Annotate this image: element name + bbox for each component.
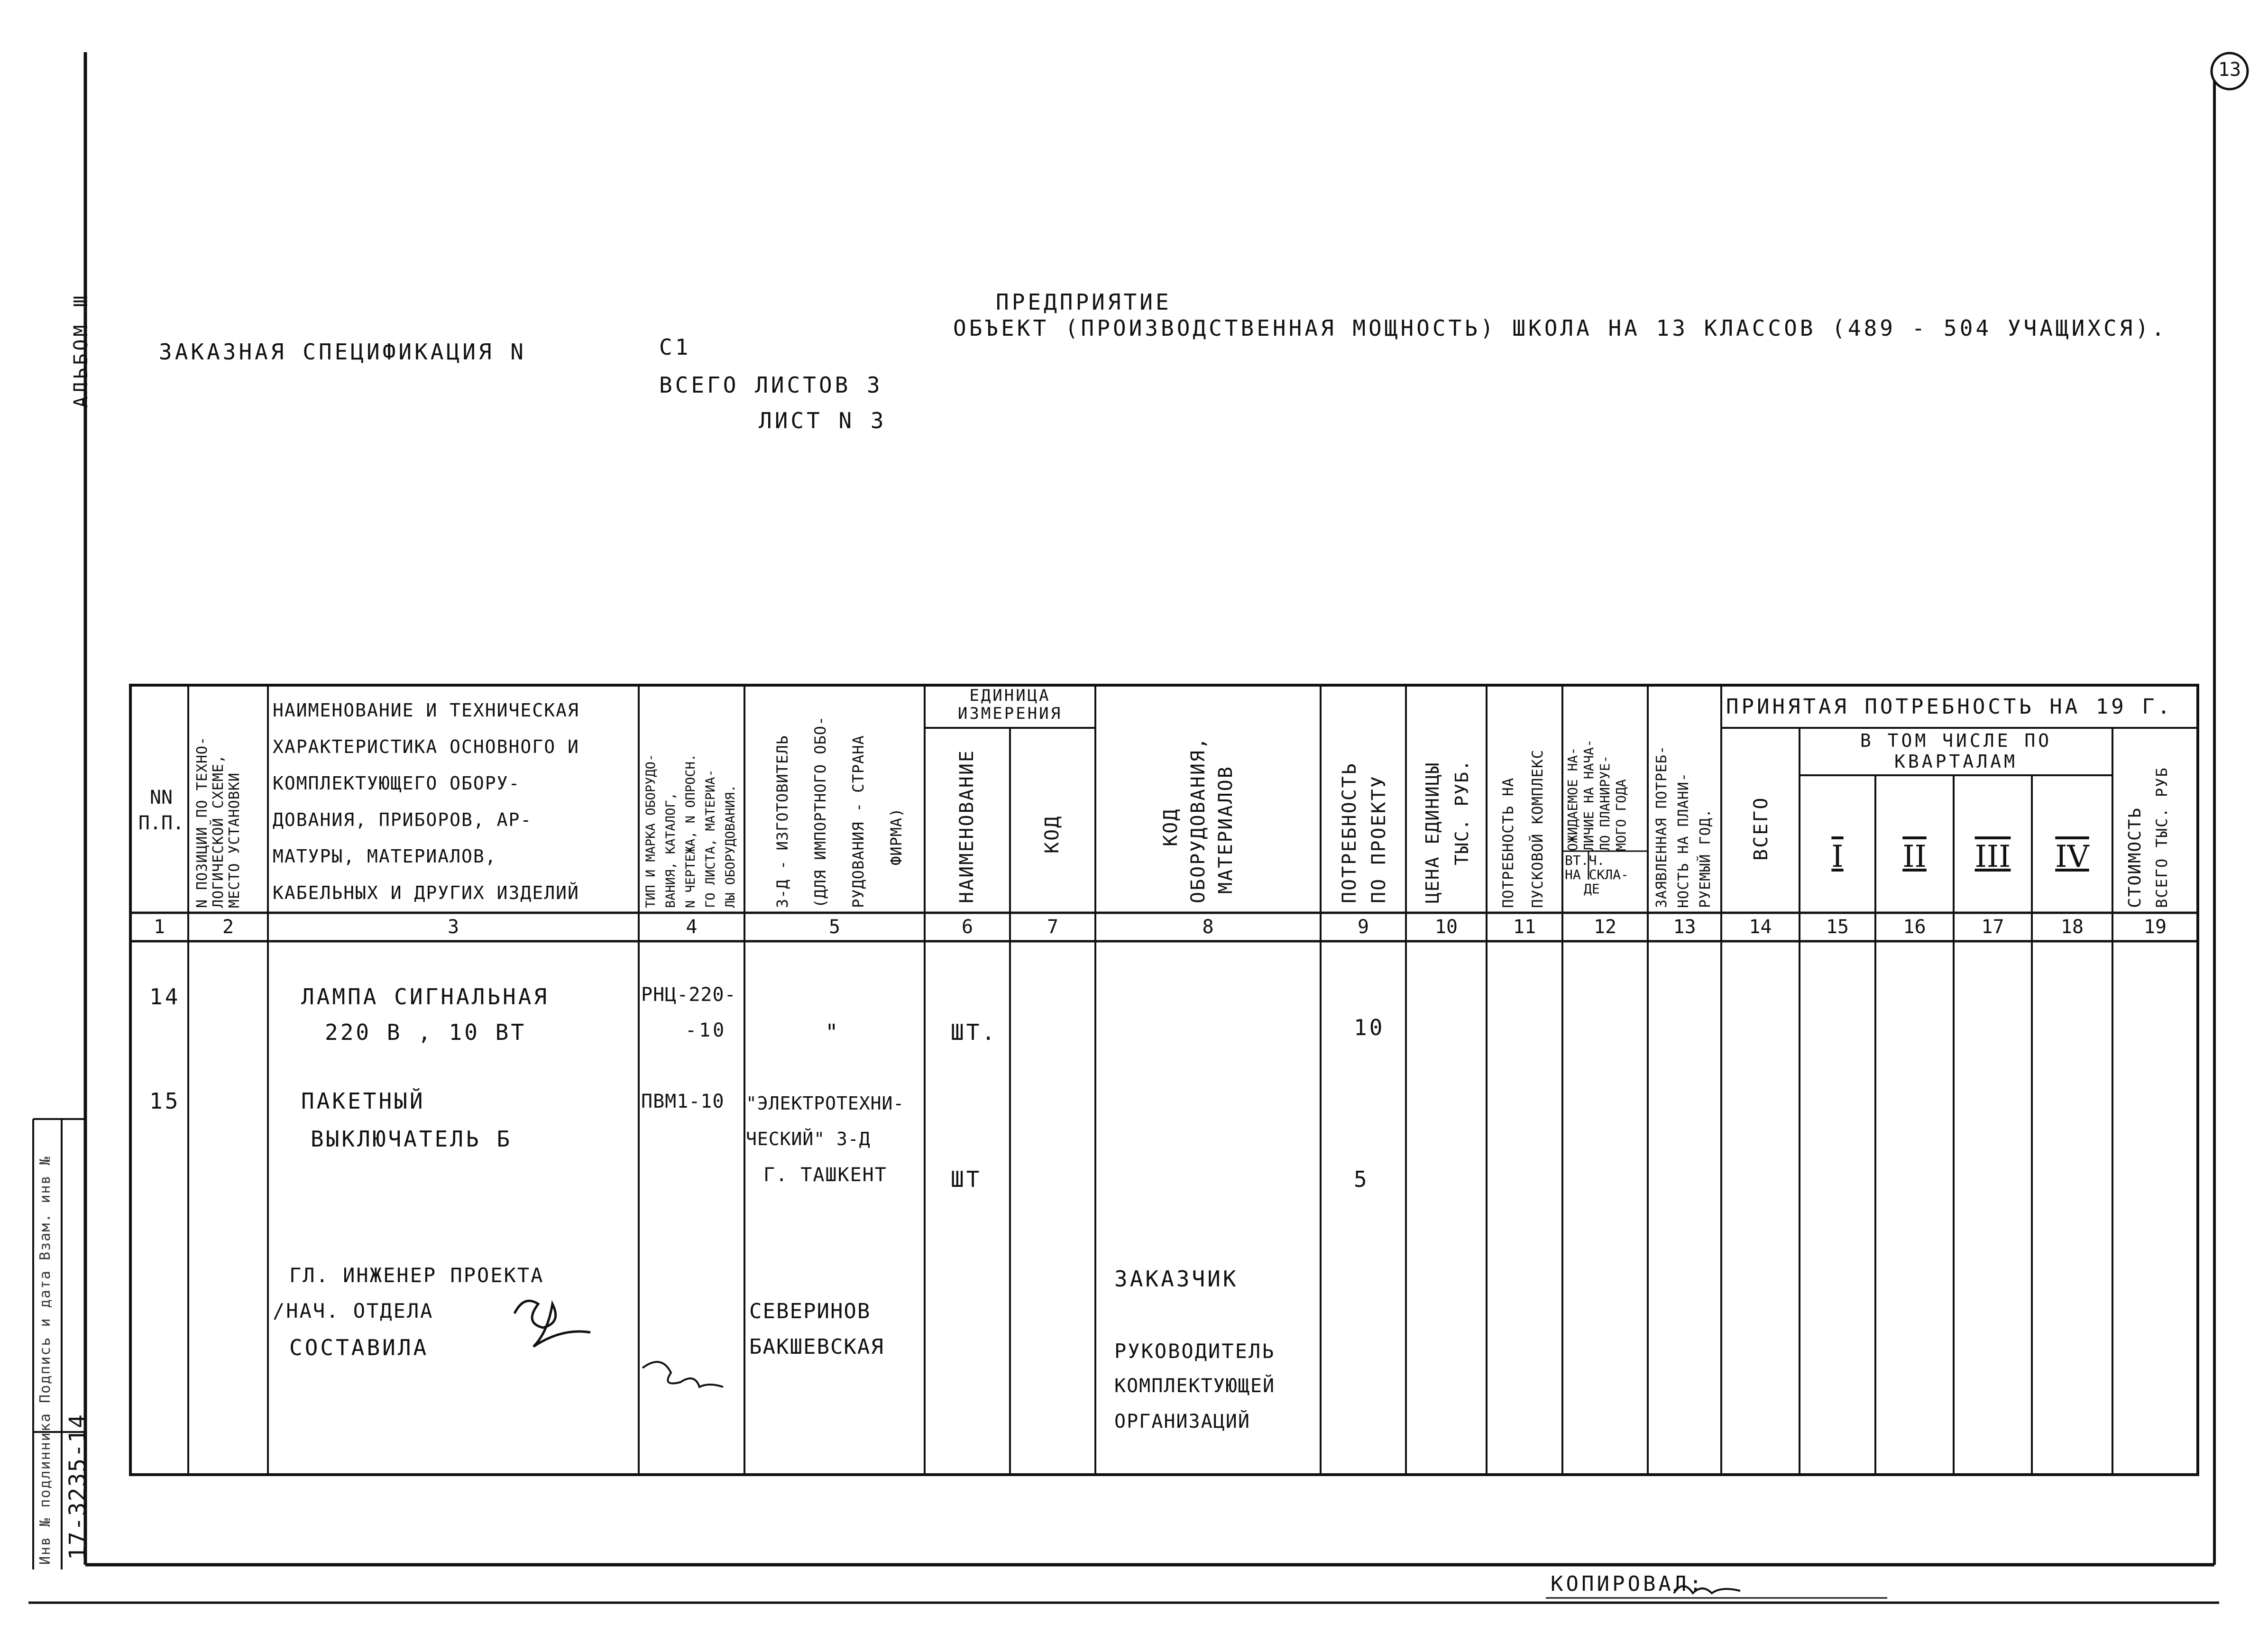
- col-number: 10: [1434, 916, 1458, 938]
- row-14-qty: 10: [1354, 1015, 1385, 1040]
- row-15-unit: ШТ: [951, 1166, 982, 1192]
- spec-label: ЗАКАЗНАЯ СПЕЦИФИКАЦИЯ N: [159, 339, 526, 365]
- col-16-header: II: [1902, 839, 1927, 874]
- org-head-line1: РУКОВОДИТЕЛЬ: [1114, 1340, 1276, 1363]
- col-12-header: ОЖИДАЕМОЕ НА- ЛИЧИЕ НА НАЧА- ЛО ПЛАНИРУЕ- МОГО ГОДА: [1565, 739, 1629, 851]
- row-15-maker-line3: Г. ТАШКЕНТ: [763, 1164, 887, 1186]
- col-number: 17: [1981, 916, 2004, 938]
- row-15-name-line2: ВЫКЛЮЧАТЕЛЬ Б: [311, 1126, 513, 1152]
- row-14-name-line1: ЛАМПА СИГНАЛЬНАЯ: [301, 984, 550, 1010]
- col-number: 14: [1749, 916, 1772, 938]
- sheet-number: ЛИСТ N 3: [759, 408, 887, 433]
- row-15-name-line1: ПАКЕТНЫЙ: [301, 1088, 425, 1114]
- dept-head-label: /НАЧ. ОТДЕЛА: [273, 1299, 434, 1322]
- col-9-header: ПОТРЕБНОСТЬ ПО ПРОЕКТУ: [1339, 762, 1390, 903]
- col-number: 1: [153, 916, 165, 938]
- col-number: 2: [222, 916, 234, 938]
- signer-name-2: БАКШЕВСКАЯ: [749, 1335, 884, 1359]
- page-number: 13: [2218, 59, 2241, 81]
- col-7-header: КОД: [1041, 815, 1063, 854]
- col-10-header: ЦЕНА ЕДИНИЦЫ ТЫС. РУБ.: [1422, 759, 1472, 903]
- enterprise-label: ПРЕДПРИЯТИЕ: [996, 289, 1172, 315]
- row-15-qty: 5: [1354, 1166, 1369, 1192]
- accepted-header: ПРИНЯТАЯ ПОТРЕБНОСТЬ НА 19 Г.: [1726, 695, 2173, 719]
- signer-name-1: СЕВЕРИНОВ: [749, 1299, 871, 1323]
- compiled-label: СОСТАВИЛА: [289, 1335, 429, 1360]
- sheets-total: ВСЕГО ЛИСТОВ 3: [659, 372, 883, 398]
- row-14-unit: ШТ.: [951, 1019, 998, 1045]
- row-15-maker-line2: ЧЕСКИЙ" З-Д: [746, 1129, 871, 1149]
- col-2-header: N ПОЗИЦИИ ПО ТЕХНО- ЛОГИЧЕСКОЙ СХЕМЕ, МЕСТО УСТАНОВКИ: [194, 736, 243, 908]
- col-15-header: I: [1831, 839, 1844, 874]
- customer-label: ЗАКАЗЧИК: [1114, 1266, 1239, 1292]
- album-label: АЛЬБОМ Ⅲ: [70, 292, 92, 408]
- row-15-maker-line1: "ЭЛЕКТРОТЕХНИ-: [746, 1093, 905, 1114]
- col-number: 13: [1673, 916, 1696, 938]
- col-number: 7: [1047, 916, 1059, 938]
- col-number: 3: [447, 916, 459, 938]
- col-13-header: ЗАЯВЛЕННАЯ ПОТРЕБ- НОСТЬ НА ПЛАНИ- РУЕМЫЙ ГОД.: [1653, 745, 1714, 908]
- col-3-header: НАИМЕНОВАНИЕ И ТЕХНИЧЕСКАЯ ХАРАКТЕРИСТИКА ОСНОВНОГО И КОМПЛЕКТУЮЩЕГО ОБОРУ- ДОВАНИЯ, ПРИБОРОВ, АР- МАТУРЫ, МАТЕРИАЛОВ, КАБЕЛЬНЫХ И ДРУГИХ ИЗДЕЛИЙ: [273, 700, 579, 903]
- col-number: 18: [2060, 916, 2084, 938]
- col-number: 11: [1513, 916, 1536, 938]
- col-1-header: NN П.П.: [138, 787, 184, 834]
- col-number: 16: [1903, 916, 1926, 938]
- row-15-number: 15: [149, 1088, 181, 1114]
- chief-engineer-label: ГЛ. ИНЖЕНЕР ПРОЕКТА: [289, 1264, 544, 1287]
- row-14-name-line2: 220 В , 10 ВТ: [325, 1019, 527, 1045]
- spec-number: С1: [659, 334, 691, 360]
- row-14-number: 14: [149, 984, 181, 1010]
- object-label: ОБЪЕКТ (ПРОИЗВОДСТВЕННАЯ МОЩНОСТЬ) ШКОЛА НА 13 КЛАССОВ (489 - 504 УЧАЩИХСЯ).: [953, 315, 2167, 341]
- col-number: 5: [828, 916, 841, 938]
- col-number: 9: [1357, 916, 1369, 938]
- col-5-header: З-Д - ИЗГОТОВИТЕЛЬ (ДЛЯ ИМПОРТНОГО ОБО- РУДОВАНИЯ - СТРАНА ФИРМА): [773, 716, 905, 908]
- org-head-line3: ОРГАНИЗАЦИЙ: [1114, 1411, 1250, 1432]
- row-14-type-line1: РНЦ-220-: [641, 984, 736, 1006]
- col-11-header: ПОТРЕБНОСТЬ НА ПУСКОВОЙ КОМПЛЕКС: [1500, 749, 1546, 908]
- col-number: 12: [1593, 916, 1617, 938]
- margin-stamp: Инв № подлинника Подпись и дата Взам. инв №: [37, 1156, 54, 1565]
- col-number: 15: [1826, 916, 1849, 938]
- col-number: 8: [1202, 916, 1214, 938]
- unit-group-header: ЕДИНИЦА ИЗМЕРЕНИЯ: [957, 686, 1063, 723]
- signature-compiler: [643, 1362, 723, 1387]
- col-8-header: КОД ОБОРУДОВАНИЯ, МАТЕРИАЛОВ: [1160, 736, 1237, 903]
- col-number: 19: [2143, 916, 2167, 938]
- row-14-maker: ": [825, 1019, 841, 1045]
- row-14-type-line2: -10: [685, 1019, 727, 1041]
- col-14-header: ВСЕГО: [1750, 796, 1772, 861]
- signature-chief-engineer: [514, 1301, 590, 1347]
- org-head-line2: КОМПЛЕКТУЮЩЕЙ: [1114, 1375, 1276, 1397]
- col-12-sub-header: ВТ.Ч. НА СКЛА- ДЕ: [1565, 853, 1629, 897]
- quarters-group-header: В ТОМ ЧИСЛЕ ПО КВАРТАЛАМ: [1860, 730, 2052, 772]
- col-19-header: СТОИМОСТЬ ВСЕГО ТЫС. РУБ: [2125, 767, 2171, 908]
- col-number: 6: [961, 916, 973, 938]
- col-17-header: III: [1974, 839, 2011, 874]
- row-15-type-line1: ПВМ1-10: [641, 1091, 725, 1112]
- doc-number: 17-3235-14: [64, 1413, 91, 1560]
- col-4-header: ТИП И МАРКА ОБОРУДО- ВАНИЯ, КАТАЛОГ, N ЧЕРТЕЖА, N ОПРОСН. ГО ЛИСТА, МАТЕРИА- ЛЫ ОБОРУДОВАНИЯ.: [643, 753, 738, 908]
- col-6-header: НАИМЕНОВАНИЕ: [956, 749, 978, 903]
- col-number: 4: [686, 916, 698, 938]
- col-18-header: IV: [2055, 839, 2089, 874]
- copied-label: КОПИРОВАЛ:: [1551, 1572, 1705, 1596]
